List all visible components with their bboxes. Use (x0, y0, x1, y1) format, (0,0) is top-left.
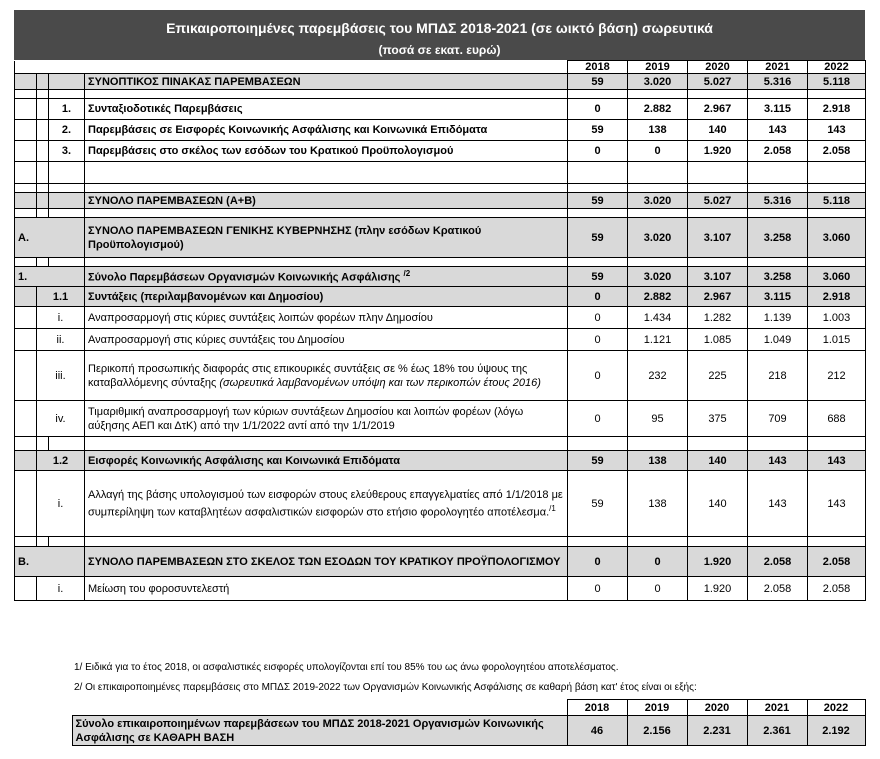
spacer-row (15, 90, 866, 99)
interventions-table (14, 60, 866, 601)
contributions-row: 1.2 Εισφορές Κοινωνικής Ασφάλισης και Κοινωνικά Επιδόματα 59 138 140 143 143 (15, 451, 866, 471)
row-label: ΣΥΝΟΠΤΙΚΟΣ ΠΙΝΑΚΑΣ ΠΑΡΕΜΒΑΣΕΩΝ (85, 74, 568, 90)
year-2018: 2018 (568, 61, 628, 74)
table-subtitle: (ποσά σε εκατ. ευρώ) (378, 43, 501, 57)
table-row: 2. Παρεμβάσεις σε Εισφορές Κοινωνικής Ασφάλισης και Κοινωνικά Επιδόματα 59 138 140 143 143 (15, 120, 866, 141)
table-row: iii. Περικοπή προσωπικής διαφοράς στις επικουρικές συντάξεις σε % έως 18% του ύψους της καταβαλλόμενης σύνταξης (σωρευτικά λαμβανομένων υπόψη και των περικοπών έτους 2016) 0 232 225 218 212 (15, 351, 866, 401)
net-basis-table (14, 699, 866, 746)
spacer-row (15, 162, 866, 184)
net-year-header-row: 2018 2019 2020 2021 2022 (14, 700, 865, 716)
table-row: i. Αλλαγή της βάσης υπολογισμού των εισφορών στους ελεύθερους επαγγελματίες από 1/1/2018 με συμπερίληψη των καταβλητέων ασφαλιστικών εισφορών στο ετήσιο φορολογητέο αποτέλεσμα.$^{/1}$ 59 138 140 143 143 (15, 471, 866, 537)
total-row: ΣΥΝΟΛΟ ΠΑΡΕΜΒΑΣΕΩΝ (Α+Β) 59 3.020 5.027 5.316 5.118 (15, 193, 866, 209)
table-title-banner (14, 10, 865, 60)
table-row: 3. Παρεμβάσεις στο σκέλος των εσόδων του Κρατικού Προϋπολογισμού 0 0 1.920 2.058 2.058 (15, 141, 866, 162)
spacer-row (15, 209, 866, 218)
summary-row: ΣΥΝΟΠΤΙΚΟΣ ΠΙΝΑΚΑΣ ΠΑΡΕΜΒΑΣΕΩΝ 59 3.020 5.027 5.316 5.118 (15, 74, 866, 90)
spacer-row (15, 184, 866, 193)
table-row: i. Αναπροσαρμογή στις κύριες συντάξεις λοιπών φορέων πλην Δημοσίου 0 1.434 1.282 1.139 1.003 (15, 307, 866, 329)
footnote-1: 1/ Ειδικά για το έτος 2018, οι ασφαλιστικές εισφορές υπολογίζονται επί του 85% του ως άνω φορολογητέου αποτελέσματος. (74, 662, 619, 673)
footnote-2: 2/ Οι επικαιροποιημένες παρεμβάσεις στο ΜΠΔΣ 2019-2022 των Οργανισμών Κοινωνικής Ασφάλισης σε καθαρή βάση κατ' έτος είναι οι εξής: (74, 682, 697, 693)
year-2019: 2019 (628, 61, 688, 74)
table-row: 1. Συνταξιοδοτικές Παρεμβάσεις 0 2.882 2.967 3.115 2.918 (15, 99, 866, 120)
year-2021: 2021 (748, 61, 808, 74)
table-row: ii. Αναπροσαρμογή στις κύριες συντάξεις του Δημοσίου 0 1.121 1.085 1.049 1.015 (15, 329, 866, 351)
year-header-row (15, 61, 866, 74)
pensions-row: 1.1 Συντάξεις (περιλαμβανομένων και Δημοσίου) 0 2.882 2.967 3.115 2.918 (15, 287, 866, 307)
spacer-row (15, 537, 866, 547)
spacer-row (15, 258, 866, 267)
spacer-row (15, 437, 866, 451)
net-total-row: Σύνολο επικαιροποιημένων παρεμβάσεων του ΜΠΔΣ 2018-2021 Οργανισμών Κοινωνικής Ασφάλισης σε ΚΑΘΑΡΗ ΒΑΣΗ 46 2.156 2.231 2.361 2.192 (14, 716, 865, 746)
table-row: iv. Τιμαριθμική αναπροσαρμογή των κύριων συντάξεων Δημοσίου και λοιπών φορέων (λόγω αύξησης ΑΕΠ και ΔτΚ) από την 1/1/2022 αντί από την 1/1/2019 0 95 375 709 688 (15, 401, 866, 437)
table-title: Επικαιροποιημένες παρεμβάσεις του ΜΠΔΣ 2018-2021 (σε ωικτό βάση) σωρευτικά (166, 20, 713, 36)
year-2022: 2022 (808, 61, 866, 74)
state-budget-row: Β. ΣΥΝΟΛΟ ΠΑΡΕΜΒΑΣΕΩΝ ΣΤΟ ΣΚΕΛΟΣ ΤΩΝ ΕΣΟΔΩΝ ΤΟΥ ΚΡΑΤΙΚΟΥ ΠΡΟΫΠΟΛΟΓΙΣΜΟΥ 0 0 1.920 2.058 2.058 (15, 547, 866, 577)
social-security-row: 1. Σύνολο Παρεμβάσεων Οργανισμών Κοινωνικής Ασφάλισης $^{/2}$ 59 3.020 3.107 3.258 3.060 (15, 267, 866, 287)
general-government-row: Α. ΣΥΝΟΛΟ ΠΑΡΕΜΒΑΣΕΩΝ ΓΕΝΙΚΗΣ ΚΥΒΕΡΝΗΣΗΣ (πλην εσόδων Κρατικού Προϋπολογισμού) 59 3.020 3.107 3.258 3.060 (15, 218, 866, 258)
table-row: i. Μείωση του φοροσυντελεστή 0 0 1.920 2.058 2.058 (15, 577, 866, 601)
year-2020: 2020 (688, 61, 748, 74)
